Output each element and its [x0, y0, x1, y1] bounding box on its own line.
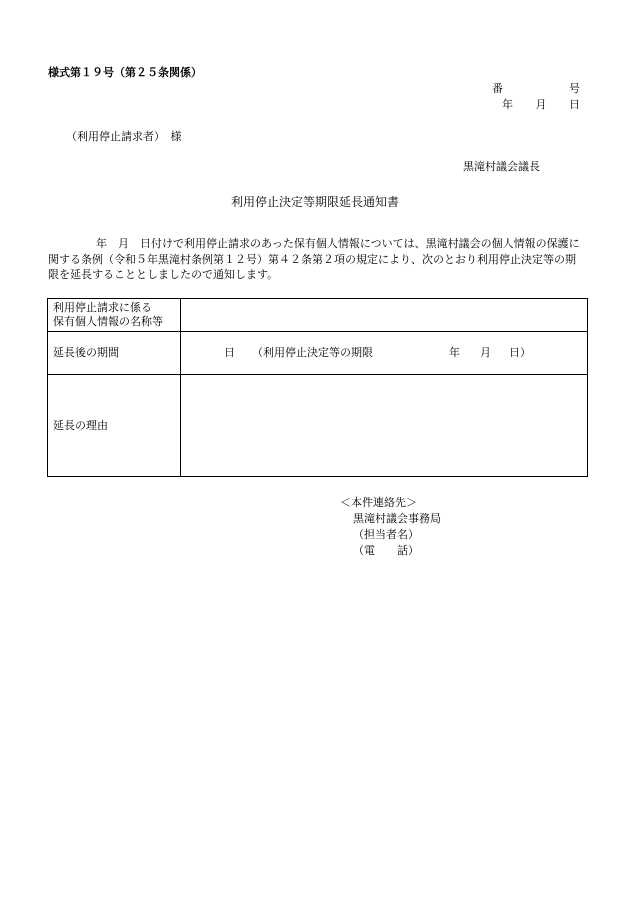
table-row-extended-period	[48, 332, 588, 375]
date-month: 月	[535, 98, 547, 111]
info-name-label-cell	[48, 299, 181, 332]
reference-number-line	[492, 82, 580, 95]
info-name-label-line1: 利用停止請求に係る	[53, 301, 152, 314]
extension-reason-value-cell[interactable]	[181, 375, 588, 477]
contact-block	[340, 495, 441, 559]
period-day: 日	[224, 346, 235, 359]
extended-period-value-cell[interactable]	[181, 332, 588, 375]
body-text: 年 月 日付けで利用停止請求のあった保有個人情報については、黒滝村議会の個人情報の保護に関する条例（令和５年黒滝村条例第１２号）第４２条第２項の規定により、次のとおり利用停止決定等の期限を延長することとしましたので通知します。	[48, 237, 580, 281]
info-table	[47, 298, 588, 477]
deadline-day: 日）	[509, 346, 531, 359]
extension-reason-label: 延長の理由	[48, 375, 181, 477]
contact-phone: （電 話）	[353, 544, 419, 557]
deadline-label: （利用停止決定等の期限	[252, 346, 373, 359]
document-title: 利用停止決定等期限延長通知書	[230, 195, 399, 209]
date-line	[502, 98, 580, 111]
sender-name: 黒滝村議会議長	[463, 160, 540, 173]
info-name-label-line2: 保有個人情報の名称等	[53, 315, 163, 328]
deadline-year: 年	[449, 346, 460, 359]
ref-number-go: 号	[569, 82, 580, 95]
body-paragraph	[48, 236, 583, 283]
requester-addressee: （利用停止請求者） 様	[66, 130, 182, 143]
date-year: 年	[502, 98, 513, 111]
form-number: 様式第１９号（第２５条関係）	[48, 66, 202, 79]
deadline-month: 月	[480, 346, 491, 359]
contact-heading: ＜本件連絡先＞	[340, 496, 417, 509]
ref-number-ban: 番	[492, 82, 503, 95]
table-row-info-name	[48, 299, 588, 332]
table-row-extension-reason	[48, 375, 588, 477]
date-day: 日	[569, 98, 580, 111]
contact-office: 黒滝村議会事務局	[353, 512, 441, 525]
extended-period-label: 延長後の期間	[48, 332, 181, 375]
info-name-value-cell[interactable]	[181, 299, 588, 332]
contact-person: （担当者名）	[353, 528, 419, 541]
